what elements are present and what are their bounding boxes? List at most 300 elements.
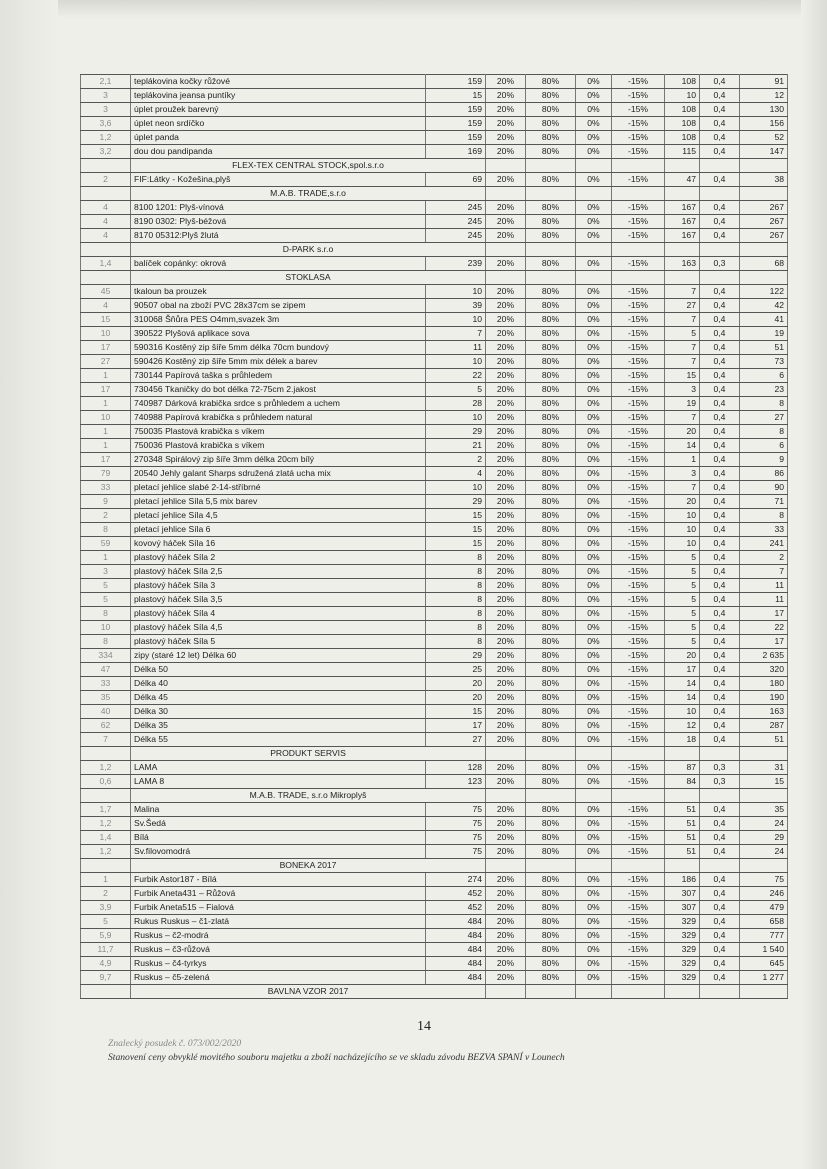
value-cell: 5 [665,635,700,649]
pct-cell: 80% [526,719,576,733]
pct-cell: 0% [576,635,612,649]
unit-price-cell: 10 [426,481,486,495]
pct-cell: 0% [576,229,612,243]
coef-cell: 0,3 [700,761,740,775]
coef-cell: 0,4 [700,579,740,593]
table-row [81,971,788,985]
value-cell: 167 [665,201,700,215]
pct-cell: 80% [526,103,576,117]
inventory-valuation-table [80,74,788,999]
unit-price-cell: 10 [426,355,486,369]
pct-cell: 0% [576,691,612,705]
table-cell [612,747,665,761]
table-row [81,509,788,523]
quantity-cell: 8 [81,635,131,649]
adjustment-cell: -15% [612,117,665,131]
scan-shadow-left [0,0,58,1169]
value-cell: 163 [665,257,700,271]
pct-cell: 80% [526,397,576,411]
value-cell: 51 [665,817,700,831]
value-cell: 186 [665,873,700,887]
total-cell: 267 [740,201,788,215]
unit-price-cell: 15 [426,705,486,719]
item-name-cell: teplákovina kočky růžové [131,75,426,89]
coef-cell: 0,4 [700,677,740,691]
item-name-cell: Délka 50 [131,663,426,677]
footer-description: Stanovení ceny obvyklé movitého souboru majetku a zboží nacházejícího se ve skladu závodu BEZVA SPANÍ v Lounech [108,1052,565,1063]
adjustment-cell: -15% [612,145,665,159]
total-cell: 22 [740,621,788,635]
adjustment-cell: -15% [612,131,665,145]
pct-cell: 80% [526,453,576,467]
total-cell: 2 635 [740,649,788,663]
pct-cell: 80% [526,495,576,509]
table-cell [700,271,740,285]
quantity-cell: 1,2 [81,845,131,859]
pct-cell: 0% [576,607,612,621]
table-row [81,117,788,131]
quantity-cell: 334 [81,649,131,663]
pct-cell: 80% [526,411,576,425]
item-name-cell: Furbik Astor187 - Bílá [131,873,426,887]
pct-cell: 0% [576,383,612,397]
table-row [81,957,788,971]
coef-cell: 0,4 [700,89,740,103]
unit-price-cell: 22 [426,369,486,383]
total-cell: 11 [740,579,788,593]
quantity-cell: 3 [81,565,131,579]
pct-cell: 20% [486,453,526,467]
adjustment-cell: -15% [612,341,665,355]
table-row [81,229,788,243]
value-cell: 115 [665,145,700,159]
pct-cell: 20% [486,775,526,789]
pct-cell: 80% [526,201,576,215]
pct-cell: 20% [486,201,526,215]
adjustment-cell: -15% [612,929,665,943]
total-cell: 35 [740,803,788,817]
table-row [81,103,788,117]
supplier-section-title: FLEX-TEX CENTRAL STOCK,spol.s.r.o [131,159,486,173]
item-name-cell: plastový háček Síla 2,5 [131,565,426,579]
pct-cell: 20% [486,929,526,943]
adjustment-cell: -15% [612,355,665,369]
coef-cell: 0,4 [700,649,740,663]
table-cell [740,243,788,257]
total-cell: 8 [740,425,788,439]
unit-price-cell: 239 [426,257,486,271]
quantity-cell: 1,2 [81,817,131,831]
table-row [81,901,788,915]
table-cell [665,985,700,999]
adjustment-cell: -15% [612,957,665,971]
value-cell: 47 [665,173,700,187]
pct-cell: 80% [526,971,576,985]
unit-price-cell: 8 [426,551,486,565]
scan-shadow-right [801,0,827,1169]
table-cell [700,789,740,803]
table-cell [576,187,612,201]
item-name-cell: 740987 Dárková krabička srdce s průhledem a uchem [131,397,426,411]
table-row [81,649,788,663]
adjustment-cell: -15% [612,383,665,397]
unit-price-cell: 15 [426,537,486,551]
pct-cell: 80% [526,635,576,649]
item-name-cell: Délka 55 [131,733,426,747]
total-cell: 7 [740,565,788,579]
section-header-row [81,187,788,201]
adjustment-cell: -15% [612,75,665,89]
pct-cell: 20% [486,89,526,103]
table-row [81,677,788,691]
table-cell [576,985,612,999]
pct-cell: 80% [526,761,576,775]
adjustment-cell: -15% [612,201,665,215]
table-row [81,719,788,733]
quantity-cell: 3,6 [81,117,131,131]
item-name-cell: 8100 1201: Plyš-vínová [131,201,426,215]
value-cell: 20 [665,425,700,439]
table-cell [486,747,526,761]
pct-cell: 20% [486,481,526,495]
adjustment-cell: -15% [612,509,665,523]
item-name-cell: 390522 Plyšová aplikace sova [131,327,426,341]
unit-price-cell: 452 [426,901,486,915]
quantity-cell: 1,7 [81,803,131,817]
item-name-cell: zipy (staré 12 let) Délka 60 [131,649,426,663]
pct-cell: 0% [576,299,612,313]
unit-price-cell: 4 [426,467,486,481]
pct-cell: 0% [576,579,612,593]
table-row [81,775,788,789]
table-cell [612,159,665,173]
table-row [81,551,788,565]
table-cell [612,271,665,285]
item-name-cell: Ruskus – č5-zelená [131,971,426,985]
table-row [81,607,788,621]
pct-cell: 20% [486,635,526,649]
pct-cell: 0% [576,831,612,845]
unit-price-cell: 15 [426,89,486,103]
supplier-section-title: M.A.B. TRADE, s.r.o Mikroplyš [131,789,486,803]
unit-price-cell: 8 [426,635,486,649]
quantity-cell: 4,9 [81,957,131,971]
table-cell [486,243,526,257]
pct-cell: 80% [526,579,576,593]
table-row [81,943,788,957]
pct-cell: 20% [486,257,526,271]
table-row [81,467,788,481]
unit-price-cell: 8 [426,565,486,579]
total-cell: 658 [740,915,788,929]
coef-cell: 0,4 [700,285,740,299]
pct-cell: 0% [576,131,612,145]
pct-cell: 20% [486,901,526,915]
quantity-cell: 1 [81,551,131,565]
coef-cell: 0,3 [700,775,740,789]
pct-cell: 0% [576,915,612,929]
quantity-cell: 4 [81,201,131,215]
quantity-cell: 1,2 [81,761,131,775]
pct-cell: 80% [526,705,576,719]
table-cell [486,789,526,803]
pct-cell: 20% [486,103,526,117]
adjustment-cell: -15% [612,495,665,509]
table-row [81,145,788,159]
unit-price-cell: 17 [426,719,486,733]
table-cell [740,859,788,873]
quantity-cell: 2 [81,887,131,901]
adjustment-cell: -15% [612,621,665,635]
table-cell [486,159,526,173]
table-cell [665,859,700,873]
table-row [81,481,788,495]
pct-cell: 0% [576,593,612,607]
adjustment-cell: -15% [612,397,665,411]
pct-cell: 20% [486,803,526,817]
total-cell: 777 [740,929,788,943]
value-cell: 10 [665,705,700,719]
pct-cell: 0% [576,537,612,551]
value-cell: 5 [665,621,700,635]
table-cell [486,859,526,873]
adjustment-cell: -15% [612,873,665,887]
table-cell [700,159,740,173]
unit-price-cell: 39 [426,299,486,313]
unit-price-cell: 25 [426,663,486,677]
unit-price-cell: 29 [426,649,486,663]
quantity-cell: 1 [81,873,131,887]
coef-cell: 0,4 [700,817,740,831]
pct-cell: 80% [526,621,576,635]
coef-cell: 0,4 [700,621,740,635]
table-row [81,425,788,439]
value-cell: 18 [665,733,700,747]
item-name-cell: plastový háček Síla 2 [131,551,426,565]
coef-cell: 0,4 [700,229,740,243]
table-cell [700,243,740,257]
value-cell: 20 [665,495,700,509]
table-row [81,355,788,369]
unit-price-cell: 29 [426,495,486,509]
table-row [81,75,788,89]
pct-cell: 20% [486,285,526,299]
table-cell [81,243,131,257]
total-cell: 90 [740,481,788,495]
table-cell [612,859,665,873]
item-name-cell: kovový háček Síla 16 [131,537,426,551]
coef-cell: 0,4 [700,425,740,439]
adjustment-cell: -15% [612,663,665,677]
pct-cell: 80% [526,915,576,929]
table-cell [526,243,576,257]
quantity-cell: 8 [81,523,131,537]
item-name-cell: plastový háček Síla 4,5 [131,621,426,635]
adjustment-cell: -15% [612,327,665,341]
pct-cell: 0% [576,971,612,985]
coef-cell: 0,4 [700,411,740,425]
quantity-cell: 33 [81,481,131,495]
value-cell: 1 [665,453,700,467]
coef-cell: 0,4 [700,369,740,383]
pct-cell: 20% [486,537,526,551]
adjustment-cell: -15% [612,705,665,719]
value-cell: 27 [665,299,700,313]
coef-cell: 0,4 [700,523,740,537]
item-name-cell: 310068 Šňůra PES O4mm,svazek 3m [131,313,426,327]
coef-cell: 0,4 [700,887,740,901]
adjustment-cell: -15% [612,775,665,789]
pct-cell: 20% [486,355,526,369]
unit-price-cell: 15 [426,509,486,523]
adjustment-cell: -15% [612,481,665,495]
unit-price-cell: 8 [426,607,486,621]
total-cell: 190 [740,691,788,705]
pct-cell: 0% [576,733,612,747]
pct-cell: 80% [526,467,576,481]
item-name-cell: Délka 45 [131,691,426,705]
table-row [81,257,788,271]
total-cell: 24 [740,845,788,859]
value-cell: 14 [665,691,700,705]
quantity-cell: 10 [81,621,131,635]
item-name-cell: Ruskus – č2-modrá [131,929,426,943]
pct-cell: 80% [526,425,576,439]
quantity-cell: 3,2 [81,145,131,159]
table-row [81,215,788,229]
coef-cell: 0,4 [700,355,740,369]
unit-price-cell: 484 [426,971,486,985]
item-name-cell: 8190 0302: Plyš-béžová [131,215,426,229]
coef-cell: 0,4 [700,131,740,145]
pct-cell: 80% [526,691,576,705]
pct-cell: 0% [576,355,612,369]
pct-cell: 0% [576,75,612,89]
coef-cell: 0,4 [700,341,740,355]
pct-cell: 0% [576,649,612,663]
value-cell: 15 [665,369,700,383]
value-cell: 7 [665,313,700,327]
value-cell: 84 [665,775,700,789]
adjustment-cell: -15% [612,89,665,103]
table-row [81,733,788,747]
value-cell: 10 [665,89,700,103]
unit-price-cell: 159 [426,103,486,117]
table-row [81,89,788,103]
pct-cell: 20% [486,397,526,411]
table-cell [665,747,700,761]
total-cell: 41 [740,313,788,327]
item-name-cell: Bílá [131,831,426,845]
coef-cell: 0,3 [700,257,740,271]
item-name-cell: 270348 Spirálový zip šíře 3mm délka 20cm bílý [131,453,426,467]
total-cell: 241 [740,537,788,551]
unit-price-cell: 2 [426,453,486,467]
table-row [81,621,788,635]
table-cell [740,271,788,285]
unit-price-cell: 69 [426,173,486,187]
total-cell: 73 [740,355,788,369]
pct-cell: 80% [526,607,576,621]
pct-cell: 80% [526,257,576,271]
total-cell: 267 [740,215,788,229]
adjustment-cell: -15% [612,313,665,327]
quantity-cell: 3,9 [81,901,131,915]
table-row [81,299,788,313]
pct-cell: 80% [526,887,576,901]
table-cell [665,271,700,285]
table-cell [81,859,131,873]
total-cell: 287 [740,719,788,733]
total-cell: 24 [740,817,788,831]
total-cell: 12 [740,89,788,103]
pct-cell: 20% [486,523,526,537]
coef-cell: 0,4 [700,467,740,481]
coef-cell: 0,4 [700,691,740,705]
pct-cell: 0% [576,117,612,131]
coef-cell: 0,4 [700,719,740,733]
item-name-cell: Ruskus – č3-růžová [131,943,426,957]
coef-cell: 0,4 [700,173,740,187]
item-name-cell: Délka 35 [131,719,426,733]
item-name-cell: 590426 Kostěný zip šíře 5mm mix délek a barev [131,355,426,369]
pct-cell: 20% [486,369,526,383]
pct-cell: 20% [486,75,526,89]
table-cell [526,271,576,285]
pct-cell: 80% [526,299,576,313]
table-cell [576,243,612,257]
unit-price-cell: 8 [426,579,486,593]
table-row [81,579,788,593]
table-cell [81,747,131,761]
adjustment-cell: -15% [612,369,665,383]
item-name-cell: teplákovina jeansa puntíky [131,89,426,103]
table-cell [665,789,700,803]
item-name-cell: 90507 obal na zboží PVC 28x37cm se zipem [131,299,426,313]
value-cell: 329 [665,971,700,985]
table-cell [700,985,740,999]
value-cell: 5 [665,551,700,565]
table-cell [700,859,740,873]
quantity-cell: 1,4 [81,257,131,271]
pct-cell: 0% [576,509,612,523]
pct-cell: 80% [526,733,576,747]
adjustment-cell: -15% [612,103,665,117]
section-header-row [81,243,788,257]
adjustment-cell: -15% [612,425,665,439]
table-cell [81,159,131,173]
section-header-row [81,159,788,173]
table-cell [700,747,740,761]
quantity-cell: 4 [81,215,131,229]
quantity-cell: 11,7 [81,943,131,957]
pct-cell: 20% [486,663,526,677]
quantity-cell: 10 [81,411,131,425]
table-cell [665,159,700,173]
item-name-cell: LAMA [131,761,426,775]
scan-shadow-top [0,0,827,18]
pct-cell: 0% [576,453,612,467]
quantity-cell: 1,4 [81,831,131,845]
adjustment-cell: -15% [612,411,665,425]
pct-cell: 0% [576,425,612,439]
table-row [81,831,788,845]
pct-cell: 20% [486,229,526,243]
pct-cell: 0% [576,369,612,383]
coef-cell: 0,4 [700,145,740,159]
total-cell: 8 [740,397,788,411]
pct-cell: 80% [526,803,576,817]
